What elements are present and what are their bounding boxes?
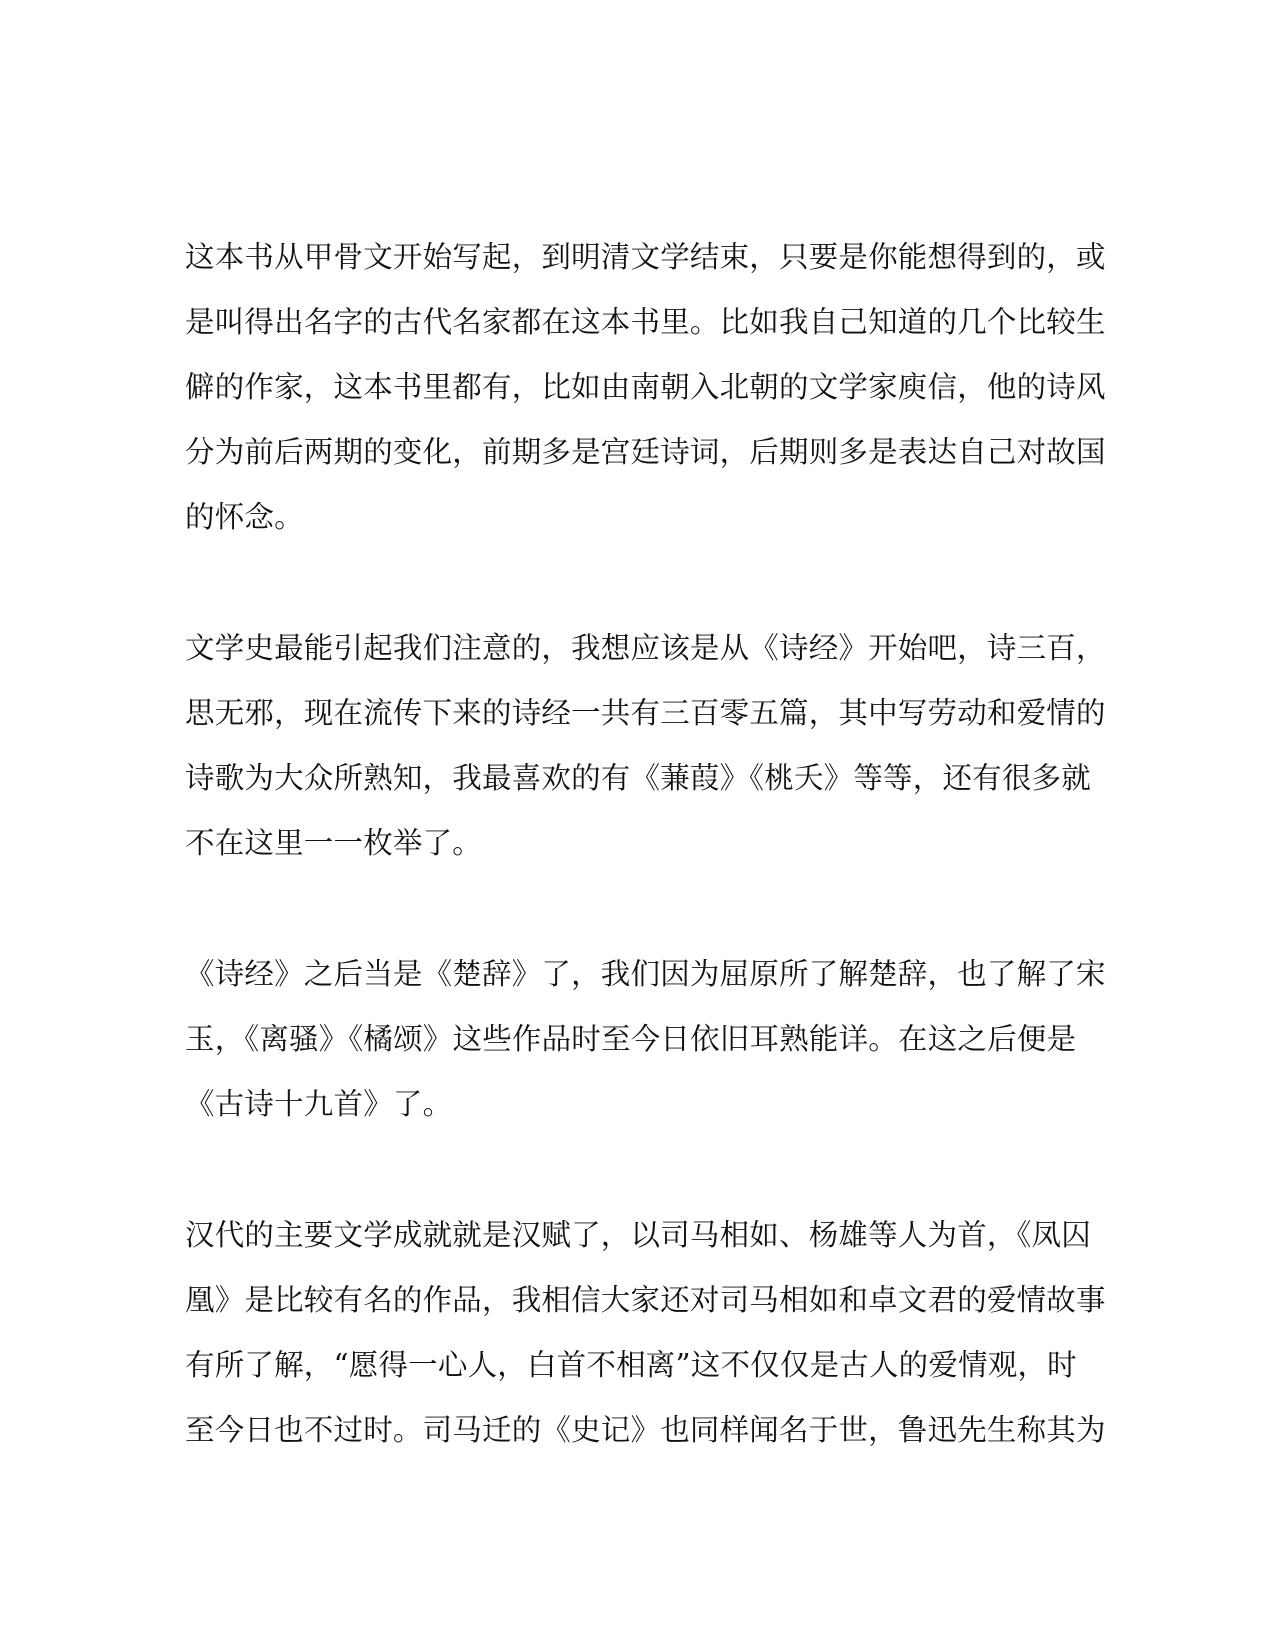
- text-line: 不在这里一一枚举了。: [185, 826, 483, 860]
- paragraph-spacer: [185, 876, 1085, 942]
- paragraph-1: [185, 225, 1106, 550]
- paragraph-spacer: [185, 550, 1085, 616]
- text-line: 文学史最能引起我们注意的，我想应该是从《诗经》开始吧，诗三百，: [185, 631, 1106, 665]
- text-line: 有所了解，“愿得一心人，白首不相离”这不仅仅是古人的爱情观，时: [185, 1348, 1077, 1382]
- text-line: 《诗经》之后当是《楚辞》了，我们因为屈原所了解楚辞，也了解了宋: [185, 957, 1106, 991]
- text-line: 分为前后两期的变化，前期多是宫廷诗词，后期则多是表达自己对故国: [185, 435, 1106, 469]
- text-line: 玉，《离骚》《橘颂》这些作品时至今日依旧耳熟能详。在这之后便是: [185, 1022, 1077, 1056]
- text-line: 汉代的主要文学成就就是汉赋了，以司马相如、杨雄等人为首，《凤囚: [185, 1218, 1091, 1252]
- text-line: 凰》是比较有名的作品，我相信大家还对司马相如和卓文君的爱情故事: [185, 1283, 1106, 1317]
- paragraph-2: [185, 616, 1106, 876]
- text-line: 思无邪，现在流传下来的诗经一共有三百零五篇，其中写劳动和爱情的: [185, 696, 1106, 730]
- text-line: 的怀念。: [185, 500, 304, 534]
- text-line: 至今日也不过时。司马迁的《史记》也同样闻名于世，鲁迅先生称其为: [185, 1413, 1106, 1447]
- text-line: 诗歌为大众所熟知，我最喜欢的有《蒹葭》《桃夭》等等，还有很多就: [185, 761, 1091, 795]
- paragraph-spacer: [185, 1137, 1085, 1203]
- text-line: 《古诗十九首》了。: [185, 1087, 453, 1121]
- text-line: 僻的作家，这本书里都有，比如由南朝入北朝的文学家庾信，他的诗风: [185, 370, 1106, 404]
- text-line: 这本书从甲骨文开始写起，到明清文学结束，只要是你能想得到的，或: [185, 240, 1106, 274]
- document-body: [185, 225, 1106, 1463]
- paragraph-4: [185, 1203, 1106, 1463]
- text-line: 是叫得出名字的古代名家都在这本书里。比如我自己知道的几个比较生: [185, 305, 1106, 339]
- paragraph-3: [185, 942, 1106, 1137]
